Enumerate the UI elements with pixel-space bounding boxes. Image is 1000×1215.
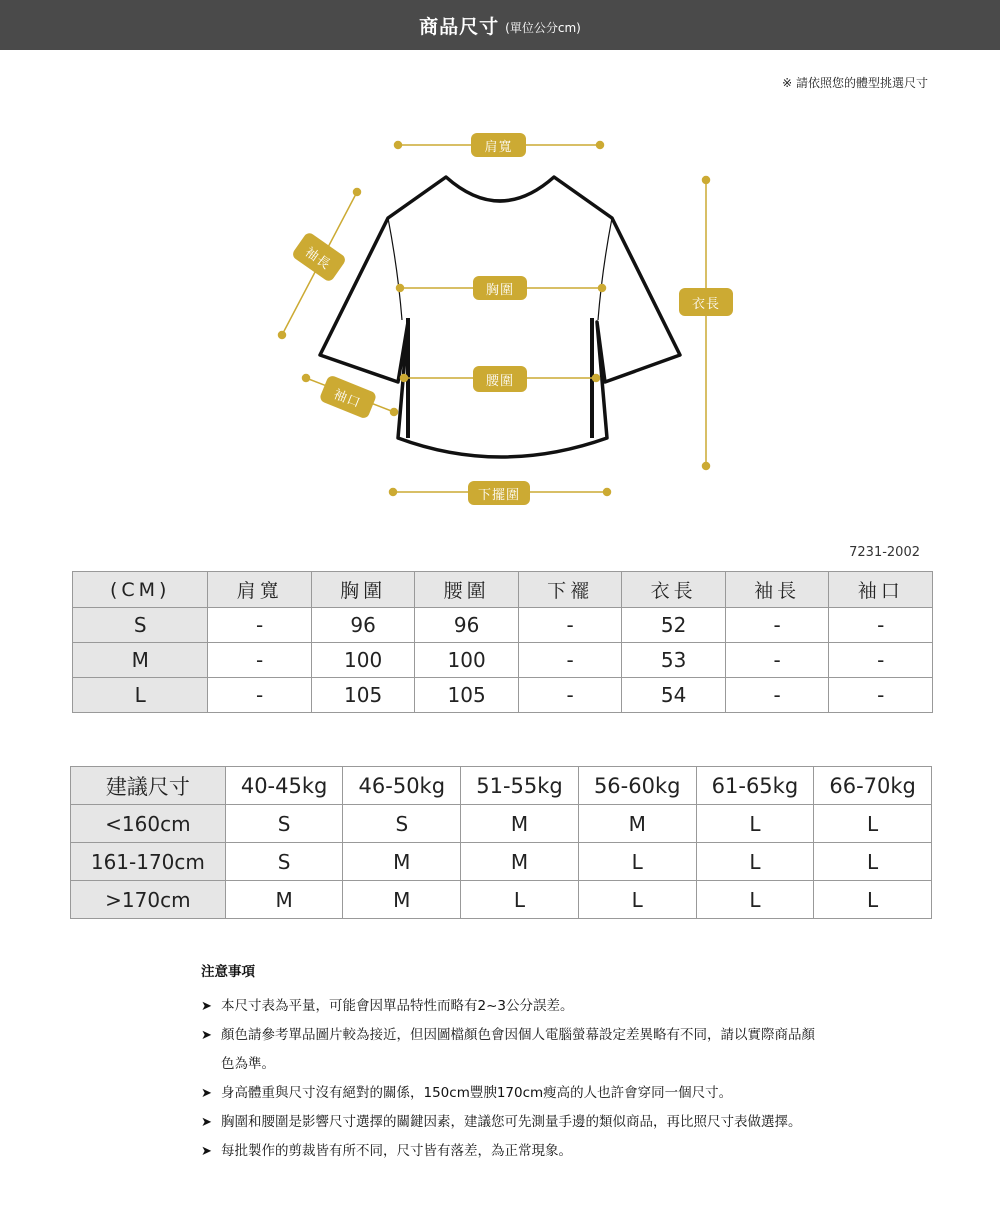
size-cell: S — [73, 608, 208, 643]
length-label: 衣長 — [679, 288, 733, 316]
size-cell: L — [73, 678, 208, 713]
list-item — [201, 1079, 821, 1108]
table-cell: - — [208, 643, 312, 678]
shoulder-label: 肩寬 — [471, 133, 526, 157]
table-cell: L — [696, 881, 814, 919]
arrow-right-icon: ➤ — [201, 1028, 212, 1043]
table-cell: L — [696, 843, 814, 881]
table-cell: 52 — [622, 608, 726, 643]
table-cell: M — [343, 881, 461, 919]
table-cell: L — [814, 881, 932, 919]
header-cell: 下襬 — [518, 572, 622, 608]
table-cell: L — [814, 805, 932, 843]
size-table — [72, 571, 933, 713]
arrow-right-icon: ➤ — [201, 999, 212, 1014]
table-row — [71, 805, 932, 843]
header-cell: 腰圍 — [415, 572, 519, 608]
table-cell: L — [814, 843, 932, 881]
note-text: 身高體重與尺寸沒有絕對的關係，150cm豐腴170cm瘦高的人也許會穿同一個尺寸。 — [221, 1085, 733, 1101]
recommend-size-table — [70, 766, 932, 919]
list-item — [201, 1108, 821, 1137]
list-item — [201, 1021, 821, 1079]
table-cell: 105 — [311, 678, 415, 713]
note-text: 本尺寸表為平量，可能會因單品特性而略有2~3公分誤差。 — [221, 998, 574, 1014]
table-row — [73, 678, 933, 713]
hem-label: 下擺圍 — [468, 481, 530, 505]
table-cell: 105 — [415, 678, 519, 713]
header-cell: 肩寬 — [208, 572, 312, 608]
size-table-header-row — [73, 572, 933, 608]
table-cell: - — [208, 608, 312, 643]
table-cell: M — [225, 881, 343, 919]
header-cell: (CM) — [73, 572, 208, 608]
table-cell: S — [225, 805, 343, 843]
cuff-label: 袖口 — [319, 374, 378, 419]
header-cell: 66-70kg — [814, 767, 932, 805]
header-cell: 46-50kg — [343, 767, 461, 805]
product-code: 7231-2002 — [849, 545, 920, 560]
chest-label: 胸圍 — [473, 276, 527, 300]
table-cell: 96 — [415, 608, 519, 643]
header-cell: 胸圍 — [311, 572, 415, 608]
header-cell: 40-45kg — [225, 767, 343, 805]
note-text: 顏色請參考單品圖片較為接近，但因圖檔顏色會因個人電腦螢幕設定差異略有不同，請以實際商品顏色為準。 — [221, 1027, 815, 1072]
notes-section — [201, 960, 821, 1166]
table-cell: S — [343, 805, 461, 843]
list-item — [201, 992, 821, 1021]
table-row — [73, 608, 933, 643]
header-bar — [0, 0, 1000, 50]
table-cell: - — [829, 643, 933, 678]
size-selection-note: ※ 請依照您的體型挑選尺寸 — [782, 76, 928, 90]
recommend-table-header-row — [71, 767, 932, 805]
arrow-right-icon: ➤ — [201, 1086, 212, 1101]
arrow-right-icon: ➤ — [201, 1115, 212, 1130]
height-cell: 161-170cm — [71, 843, 226, 881]
table-cell: M — [461, 805, 579, 843]
table-cell: 100 — [415, 643, 519, 678]
table-cell: - — [518, 643, 622, 678]
table-row — [73, 643, 933, 678]
table-row — [71, 843, 932, 881]
table-cell: M — [461, 843, 579, 881]
header-cell: 61-65kg — [696, 767, 814, 805]
height-cell: <160cm — [71, 805, 226, 843]
header-cell: 51-55kg — [461, 767, 579, 805]
header-cell: 衣長 — [622, 572, 726, 608]
table-cell: 100 — [311, 643, 415, 678]
table-cell: 54 — [622, 678, 726, 713]
table-cell: - — [725, 608, 829, 643]
table-cell: - — [725, 643, 829, 678]
table-cell: S — [225, 843, 343, 881]
arrow-right-icon: ➤ — [201, 1144, 212, 1159]
table-cell: 96 — [311, 608, 415, 643]
header-cell: 袖口 — [829, 572, 933, 608]
tshirt-outline-icon — [0, 120, 1000, 520]
note-text: 胸圍和腰圍是影響尺寸選擇的關鍵因素，建議您可先測量手邊的類似商品，再比照尺寸表做選擇。 — [221, 1114, 802, 1130]
table-cell: - — [518, 678, 622, 713]
notes-title: 注意事項 — [201, 964, 255, 980]
header-cell: 56-60kg — [578, 767, 696, 805]
waist-label: 腰圍 — [473, 366, 527, 392]
table-cell: - — [829, 678, 933, 713]
table-cell: - — [208, 678, 312, 713]
unit-label: (單位公分cm) — [505, 20, 581, 35]
sleeve-length-label: 袖長 — [291, 231, 348, 283]
height-cell: >170cm — [71, 881, 226, 919]
table-cell: L — [578, 881, 696, 919]
table-cell: - — [518, 608, 622, 643]
list-item — [201, 1137, 821, 1166]
garment-diagram — [0, 120, 1000, 520]
table-cell: - — [725, 678, 829, 713]
note-text: 每批製作的剪裁皆有所不同，尺寸皆有落差，為正常現象。 — [221, 1143, 572, 1159]
header-cell: 建議尺寸 — [71, 767, 226, 805]
size-cell: M — [73, 643, 208, 678]
table-cell: L — [578, 843, 696, 881]
table-row — [71, 881, 932, 919]
header-cell: 袖長 — [725, 572, 829, 608]
table-cell: M — [343, 843, 461, 881]
table-cell: L — [461, 881, 579, 919]
table-cell: 53 — [622, 643, 726, 678]
page-title: 商品尺寸 — [419, 15, 500, 38]
table-cell: - — [829, 608, 933, 643]
table-cell: M — [578, 805, 696, 843]
table-cell: L — [696, 805, 814, 843]
